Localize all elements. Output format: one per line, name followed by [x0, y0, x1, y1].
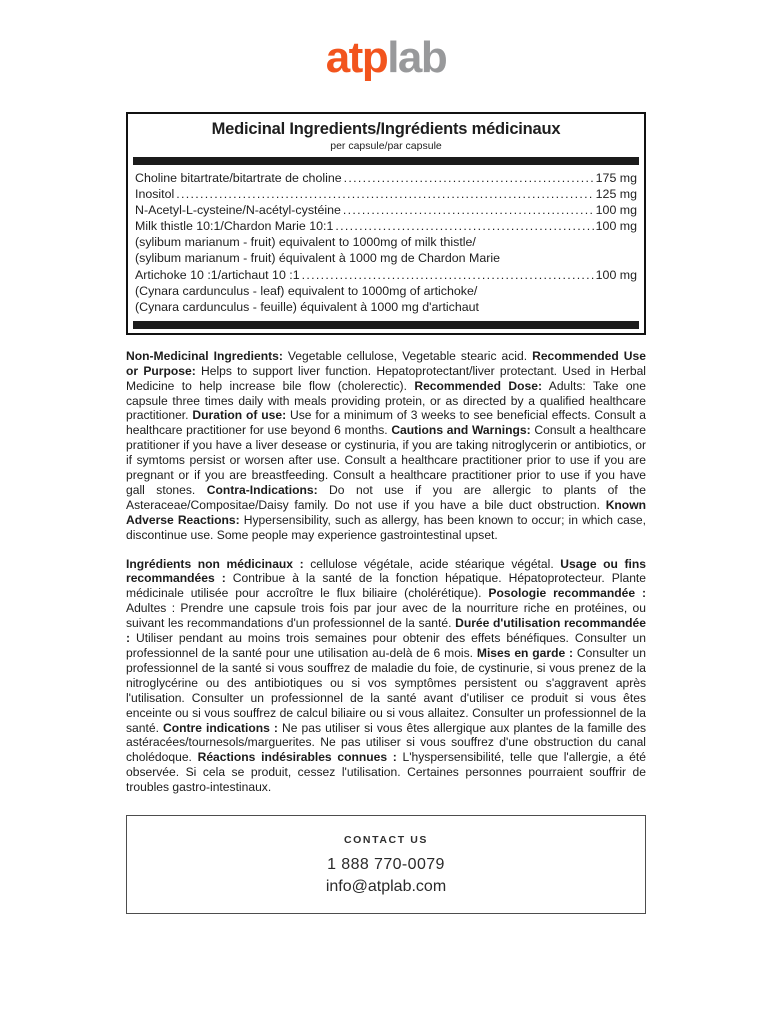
- ingredient-row: [135, 170, 637, 186]
- dot-leader: [302, 267, 594, 283]
- dot-leader: [344, 170, 594, 186]
- text-segment: Non-Medicinal Ingredients:: [126, 348, 283, 363]
- dot-leader: [343, 202, 594, 218]
- dot-leader: [335, 218, 593, 234]
- ingredient-row: [135, 202, 637, 218]
- text-segment: Recommended Use or Purpose:: [126, 348, 646, 378]
- ingredient-amount: 100 mg: [595, 219, 637, 234]
- ingredient-name: Inositol: [135, 187, 175, 202]
- label-content: [126, 112, 646, 914]
- text-segment: Consulter un professionnel de la santé si vous souffrez de maladie du foie, de cystinurie, si vous prenez de la nitroglycérine ou des antibiotiques ou si vos symptômes persistent ou s'aggravent après l'utilisation. Consulter un professionnel de la santé avant d'utiliser ce produit si vous êtes enceinte ou si vous souffrez de calcul biliaire ou si vous allaitez. Consulter un professionnel de la santé.: [126, 646, 646, 735]
- ingredient-name: Choline bitartrate/bitartrate de choline: [135, 170, 342, 185]
- ingredient-note-row: [135, 283, 637, 299]
- text-segment: Utiliser pendant au moins trois semaines pour obtenir des effets bénéfiques. Consulter un professionnel de la santé pour une utilisation au-delà de 6 mois.: [126, 631, 646, 661]
- text-segment: Cautions and Warnings:: [391, 423, 531, 438]
- ingredient-note-row: [135, 250, 637, 266]
- ingredient-name: N-Acetyl-L-cysteine/N-acétyl-cystéine: [135, 203, 341, 218]
- ingredient-row: [135, 267, 637, 283]
- text-segment: Durée d'utilisation recommandée :: [126, 616, 646, 646]
- text-segment: Ingrédients non médicinaux :: [126, 556, 304, 571]
- text-segment: Ne pas utiliser si vous êtes allergique aux plantes de la famille des astéracées/tournesols/marguerites. Ne pas utiliser si vous souffrez d'une obstruction du canal cholédoque.: [126, 720, 646, 765]
- divider-bar-top: [133, 157, 639, 165]
- text-segment: Contre indications :: [163, 720, 278, 735]
- ingredient-note: (sylibum marianum - fruit) équivalent à 1000 mg de Chardon Marie: [135, 251, 500, 266]
- text-segment: Recommended Dose:: [414, 378, 543, 393]
- contact-phone: 1 888 770-0079: [327, 856, 445, 874]
- medicinal-ingredients-panel: [126, 112, 646, 334]
- contact-title: CONTACT US: [343, 834, 429, 847]
- ingredient-note-row: [135, 299, 637, 315]
- text-segment: Contra-Indications:: [206, 482, 318, 497]
- contact-box: [126, 815, 646, 914]
- contact-email: info@atplab.com: [325, 878, 447, 896]
- ingredient-note: (Cynara cardunculus - feuille) équivalent à 1000 mg d'artichaut: [135, 299, 479, 314]
- text-segment: L'hyspersensibilité, telle que l'allergie, a été observée. Si cela se produit, cessez l'utilisation. Certaines personnes pourraient souffrir de troubles gastro-intestinaux.: [126, 750, 646, 795]
- text-segment: Vegetable cellulose, Vegetable stearic acid.: [282, 348, 533, 363]
- ingredient-note: (Cynara cardunculus - leaf) equivalent to 1000mg of artichoke/: [135, 283, 478, 298]
- ingredient-name: Milk thistle 10:1/Chardon Marie 10:1: [135, 219, 334, 234]
- text-segment: Consult a healthcare pratitioner if you have a liver desease or cystinuria, if you are taking nitroglycerin or antibiotics, or if symtoms persist or worsen after use. Consult a healthcare practitioner prior to use if you are pregnant or if you are breastfeeding. Consult a healthcare practitioner prior to use if you have gall stones.: [126, 423, 646, 497]
- ingredient-amount: 100 mg: [595, 267, 637, 282]
- ingredient-name: Artichoke 10 :1/artichaut 10 :1: [135, 267, 300, 282]
- text-segment: Usage ou fins recommandées :: [126, 556, 646, 586]
- divider-bar-bottom: [133, 321, 639, 329]
- text-segment: Use for a minimum of 3 weeks to see beneficial effects. Consult a healthcare practitioner for use beyond 6 months.: [126, 408, 646, 438]
- ingredient-amount: 100 mg: [595, 203, 637, 218]
- ingredient-note-row: [135, 234, 637, 250]
- ingredient-amount: 175 mg: [595, 170, 637, 185]
- ingredient-row: [135, 186, 637, 202]
- french-info-paragraph: [126, 557, 646, 796]
- text-segment: Hypersensibility, such as allergy, has been known to occur; in which case, discontinue use. Some people may experience gastrointestinal upset.: [126, 512, 646, 542]
- text-segment: Adultes : Prendre une capsule trois fois par jour avec de la nourriture riche en protéines, ou suivant les recommandations d'un professionnel de la santé.: [126, 601, 646, 631]
- brand-logo: [0, 34, 772, 82]
- text-segment: Known Adverse Reactions:: [126, 497, 646, 527]
- ingredient-amount: 125 mg: [595, 187, 637, 202]
- panel-subtitle: per capsule/par capsule: [330, 140, 442, 153]
- text-segment: Posologie recommandée :: [488, 586, 647, 601]
- dot-leader: [176, 186, 593, 202]
- english-info-paragraph: [126, 349, 646, 543]
- ingredient-note: (sylibum marianum - fruit) equivalent to 1000mg of milk thistle/: [135, 235, 476, 250]
- text-segment: cellulose végétale, acide stéarique végétal.: [303, 556, 561, 571]
- panel-title: Medicinal Ingredients/Ingrédients médicinaux: [211, 120, 561, 139]
- text-segment: Helps to support liver function. Hepatoprotectant/liver protectant. Used in Herbal Medicine to help increase bile flow (cholerectic).: [126, 363, 646, 393]
- ingredient-list: [128, 169, 644, 317]
- text-segment: Mises en garde :: [476, 646, 574, 661]
- logo-lab: lab: [387, 33, 447, 82]
- text-segment: Contribue à la santé de la fonction hépatique. Hépatoprotecteur. Plante médicinale utilisée pour accroître le flux biliaire (cholérétique).: [126, 571, 647, 601]
- text-segment: Duration of use:: [192, 408, 287, 423]
- ingredient-row: [135, 218, 637, 234]
- text-segment: Réactions indésirables connues :: [197, 750, 397, 765]
- text-segment: Do not use if you are allergic to plants of the Asteraceae/Compositae/Daisy family. Do not use if you have a bile duct obstruction.: [126, 482, 646, 512]
- logo-atp: atp: [325, 33, 388, 82]
- text-segment: Adults: Take one capsule three times daily with meals providing protein, or as directed by a qualified healthcare practitioner.: [126, 378, 647, 423]
